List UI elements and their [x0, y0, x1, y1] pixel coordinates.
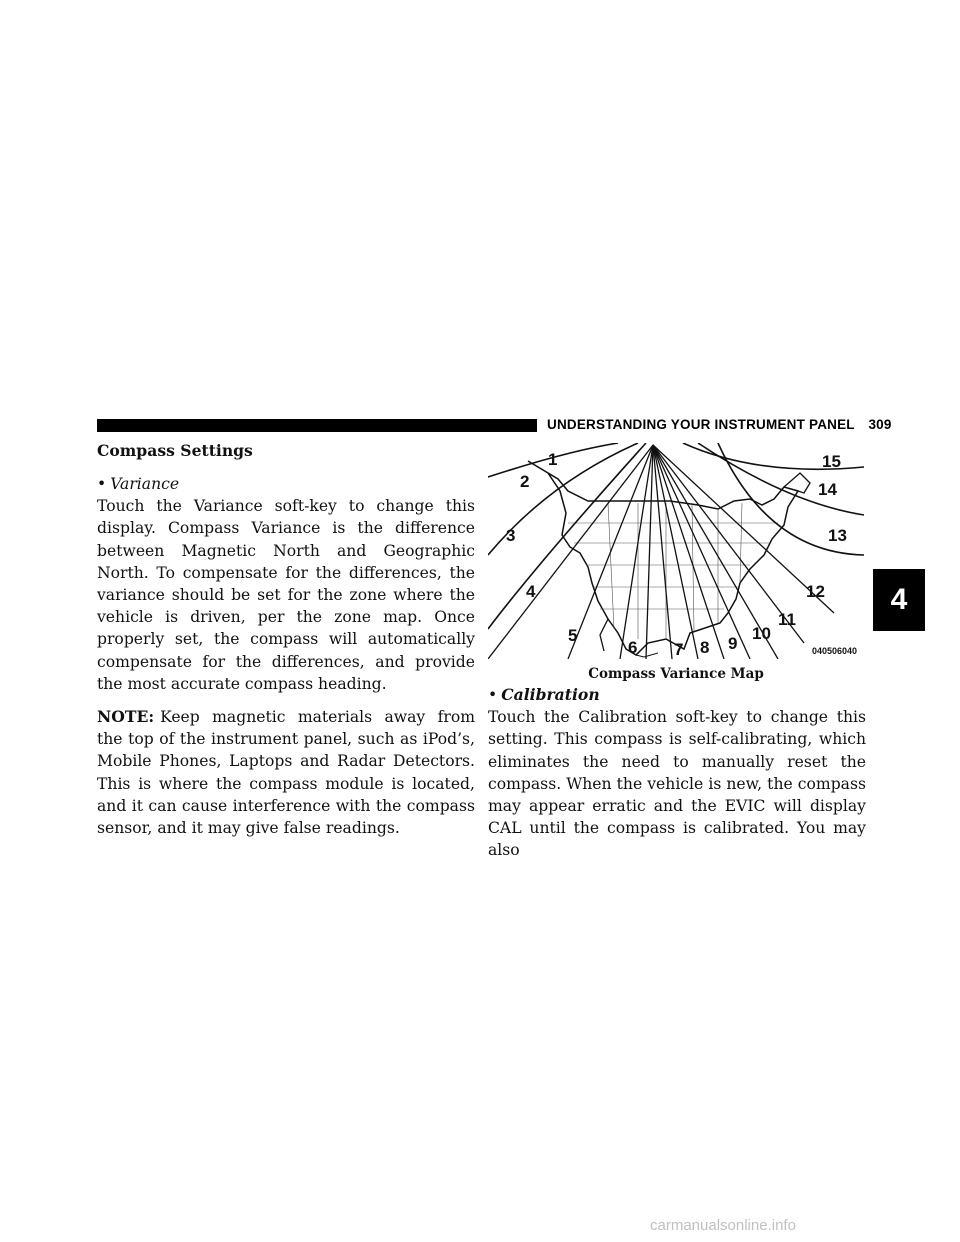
chapter-tab: 4 — [873, 569, 925, 631]
zone-label-8: 8 — [700, 638, 710, 657]
page-number: 309 — [868, 417, 892, 432]
right-column — [488, 684, 866, 873]
zone-label-7: 7 — [674, 640, 684, 659]
bullet-calibration-label: Calibration — [501, 685, 600, 704]
zone-label-1: 1 — [548, 450, 558, 469]
section-heading: Compass Settings — [97, 441, 253, 460]
zone-label-4: 4 — [526, 582, 536, 601]
note-paragraph — [97, 706, 475, 839]
zone-label-14: 14 — [818, 480, 837, 499]
left-column — [97, 440, 475, 850]
note-text: Keep magnetic materials away from the top of the instrument panel, such as iPod’s, Mobile Phones, Laptops and Radar Detectors. This is where the compass module is located, and it can cause interference with the compass sensor, and it may give false readings. — [97, 708, 475, 838]
variance-paragraph: Touch the Variance soft-key to change this display. Compass Variance is the difference between Magnetic North and Geographic North. To compensate for the differences, the variance should be set for the zone where the vehicle is driven, per the zone map. Once properly set, the compass will automatically compensate for the differences, and provide the most accurate compass heading. — [97, 497, 475, 693]
bullet-dot: • — [97, 475, 107, 493]
zone-label-13: 13 — [828, 526, 847, 545]
compass-variance-map — [488, 443, 864, 659]
zone-label-10: 10 — [752, 624, 771, 643]
bullet-variance — [97, 473, 475, 495]
note-label: NOTE: — [97, 707, 155, 727]
zone-label-11: 11 — [778, 610, 796, 629]
running-header — [547, 417, 892, 432]
bullet-calibration — [488, 684, 866, 706]
calibration-paragraph: Touch the Calibration soft-key to change this setting. This compass is self-calibrating, which eliminates the need to manually reset the compass. When the vehicle is new, the compass may appear erratic and the EVIC will display CAL until the compass is calibrated. You may also — [488, 708, 866, 860]
header-title: UNDERSTANDING YOUR INSTRUMENT PANEL — [547, 417, 855, 432]
watermark: carmanualsonline.info — [650, 1217, 796, 1234]
zone-label-6: 6 — [628, 638, 638, 657]
zone-label-2: 2 — [520, 472, 530, 491]
compass-variance-map-svg — [488, 443, 864, 659]
bullet-dot: • — [488, 686, 498, 704]
header-rule — [97, 419, 537, 432]
zone-label-3: 3 — [506, 526, 516, 545]
zone-label-12: 12 — [806, 582, 825, 601]
bullet-variance-label: Variance — [110, 475, 180, 493]
figure-code: 040506040 — [812, 646, 858, 656]
figure-caption: Compass Variance Map — [588, 666, 764, 682]
zone-label-5: 5 — [568, 626, 578, 645]
zone-label-15: 15 — [822, 452, 841, 471]
zone-label-9: 9 — [728, 634, 738, 653]
